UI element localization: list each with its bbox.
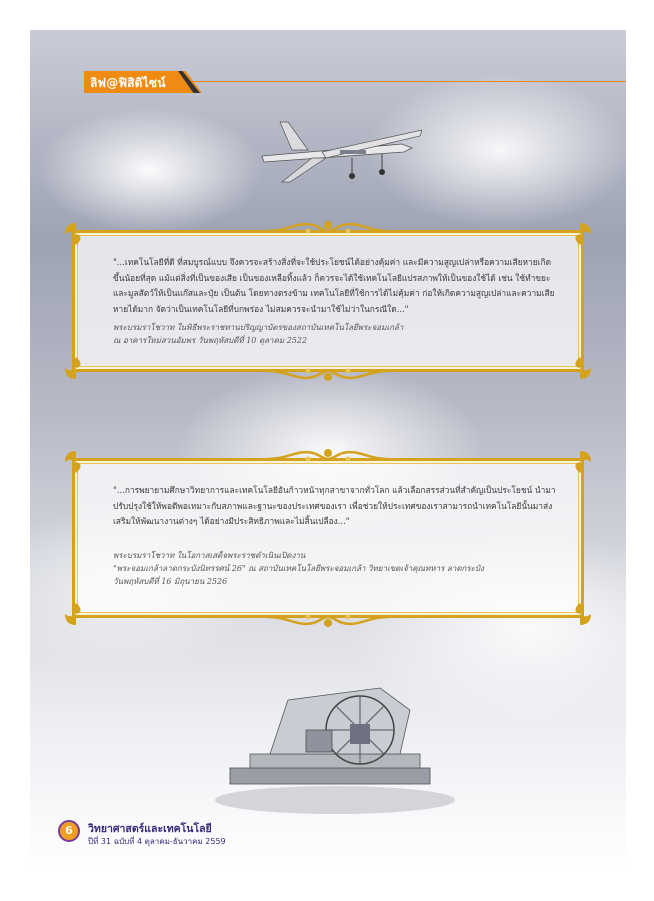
citation-line: วันพฤหัสบดีที่ 16 มิถุนายน 2526 — [113, 577, 228, 586]
journal-issue: ปีที่ 31 ฉบับที่ 4 ตุลาคม-ธันวาคม 2559 — [88, 837, 226, 846]
citation-line: ณ อาคารใหม่สวนอัมพร วันพฤหัสบดีที่ 10 ตุลาคม 2522 — [113, 336, 308, 345]
airplane-image — [252, 112, 422, 192]
corner-ornament-icon — [63, 355, 89, 381]
corner-ornament-icon — [567, 355, 593, 381]
citation-line: พระบรมราโชวาท ในพิธีพระราชทานปริญญาบัตรของสถาบันเทคโนโลยีพระจอมเกล้า — [113, 323, 404, 332]
corner-ornament-icon — [567, 601, 593, 627]
quote-citation — [113, 549, 557, 588]
corner-ornament-icon — [63, 601, 89, 627]
corner-ornament-icon — [63, 221, 89, 247]
scroll-ornament-icon — [268, 609, 388, 631]
royal-quote-text: "...การพยายามศึกษาวิทยาการและเทคโนโลยีอันก้าวหน้าทุกสาขาจากทั่วโลก แล้วเลือกสรรส่วนที่สำคัญเป็นประโยชน์ นำมาปรับปรุงใช้ให้พอดีพอเหมาะกับสภาพและฐานะของประเทศของเรา เพื่อช่วยให้ประเทศของเราสามารถนำเทคโนโลยีนั้นมาส่งเสริมให้พัฒนางานต่างๆ ได้อย่างมีประสิทธิภาพและไม่สิ้นเปลือง..." — [113, 485, 556, 526]
corner-ornament-icon — [567, 449, 593, 475]
page-number: 6 — [58, 820, 80, 842]
journal-title: วิทยาศาสตร์และเทคโนโลยี — [88, 823, 212, 835]
quote-frame-2 — [72, 458, 584, 618]
scroll-ornament-icon — [268, 217, 388, 239]
header-rule — [180, 81, 626, 82]
citation-line: "พระจอมเกล้าลาดกระบังนิทรรศน์ 26" ณ สถาบันเทคโนโลยีพระจอมเกล้า วิทยาเขตเจ้าคุณทหาร ลาดกระบัง — [113, 564, 484, 573]
quote-citation — [113, 321, 557, 347]
citation-line: พระบรมราโชวาท ในโอกาสเสด็จพระราชดำเนินเปิดงาน — [113, 551, 306, 560]
section-label: ลิฟ@ฟิสิดิไซน์ — [90, 76, 166, 90]
quote-frame-1 — [72, 230, 584, 372]
section-header — [30, 71, 626, 93]
scroll-ornament-icon — [268, 363, 388, 385]
corner-ornament-icon — [63, 449, 89, 475]
magazine-page — [30, 30, 626, 872]
royal-quote-text: "...เทคโนโลยีที่ดี ที่สมบูรณ์แบบ จึงควรจะสร้างสิ่งที่จะใช้ประโยชน์ได้อย่างคุ้มค่า และมีความสูญเปล่าหรือความเสียหายเกิดขึ้นน้อยที่สุด แม้แต่สิ่งที่เป็นของเสีย เป็นของเหลือทิ้งแล้ว ก็ควรจะได้ใช้เทคโนโลยีแปรสภาพให้เป็นของใช้ได้ เช่น ใช้ทำขยะและมูลสัตว์ให้เป็นแก๊สและปุ๋ย เป็นต้น โดยทางตรงข้าม เทคโนโลยีที่ใช้การได้ไม่คุ้มค่า ก่อให้เกิดความสูญเปล่าและความเสียหายได้มาก จัดว่าเป็นเทคโนโลยีที่บกพร่อง ไม่สมควรจะนำมาใช้ไม่ว่าในกรณีใด..." — [113, 257, 555, 314]
page-footer — [58, 820, 358, 856]
corner-ornament-icon — [567, 221, 593, 247]
scroll-ornament-icon — [268, 445, 388, 467]
aerator-machine-image — [210, 670, 460, 820]
